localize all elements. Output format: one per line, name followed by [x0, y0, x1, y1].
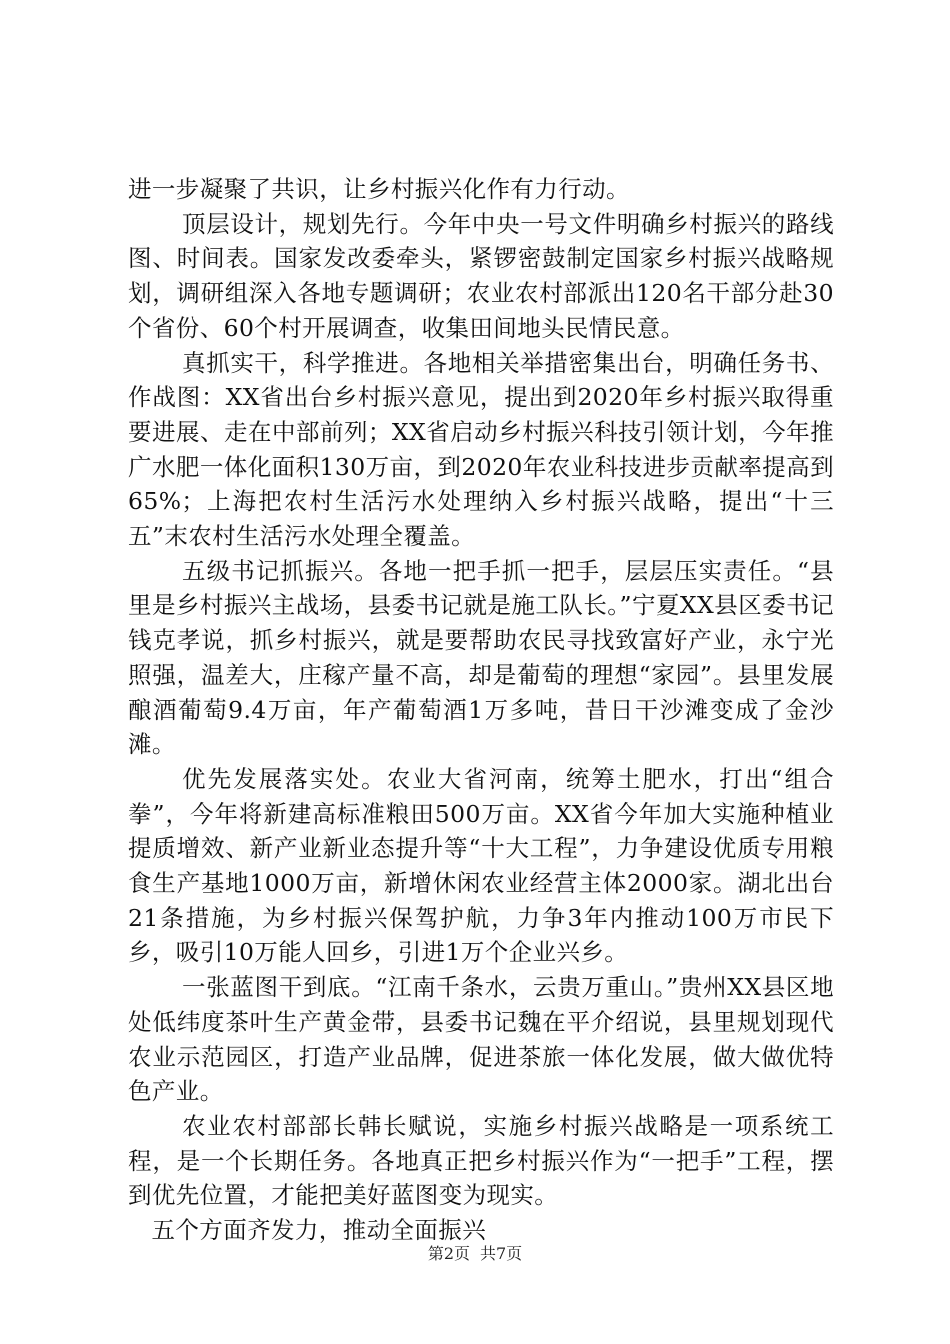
section-heading: 五个方面齐发力，推动全面振兴 [151, 1216, 487, 1245]
page-total: 共7页 [480, 1244, 523, 1263]
paragraph-minister-quote: 农业农村部部长韩长赋说，实施乡村振兴战略是一项系统工程，是一个长期任务。各地真正把乡村振兴作为“一把手”工程，摆到优先位置，才能把美好蓝图变为现实。 [128, 1111, 834, 1210]
paragraph-one-blueprint: 一张蓝图干到底。“江南千条水，云贵万重山。”贵州XX县区地处低纬度茶叶生产黄金带，县委书记魏在平介绍说，县里规划现代农业示范园区，打造产业品牌，促进茶旅一体化发展，做大做优特色产业。 [128, 973, 834, 1106]
paragraph-continued: 进一步凝聚了共识，让乡村振兴化作有力行动。 [128, 175, 630, 203]
paragraph-top-level-design: 顶层设计，规划先行。今年中央一号文件明确乡村振兴的路线图、时间表。国家发改委牵头，紧锣密鼓制定国家乡村振兴战略规划，调研组深入各地专题调研；农业农村部派出120名干部分赴30个省份、60个村开展调查，收集田间地头民情民意。 [128, 209, 834, 342]
document-body [128, 172, 834, 1248]
paragraph-five-level-secretaries: 五级书记抓振兴。各地一把手抓一把手，层层压实责任。“县里是乡村振兴主战场，县委书记就是施工队长。”宁夏XX县区委书记钱克孝说，抓乡村振兴，就是要帮助农民寻找致富好产业，永宁光照强，温差大，庄稼产量不高，却是葡萄的理想“家园”。县里发展酿酒葡萄9.4万亩，年产葡萄酒1万多吨，昔日干沙滩变成了金沙滩。 [128, 556, 834, 759]
page-number: 第2页 [427, 1244, 470, 1263]
paragraph-solid-work: 真抓实干，科学推进。各地相关举措密集出台，明确任务书、作战图：XX省出台乡村振兴意见，提出到2020年乡村振兴取得重要进展、走在中部前列；XX省启动乡村振兴科技引领计划，今年推广水肥一体化面积130万亩，到2020年农业科技进步贡献率提高到65%；上海把农村生活污水处理纳入乡村振兴战略，提出“十三五”末农村生活污水处理全覆盖。 [128, 348, 834, 551]
page-footer [0, 1244, 950, 1264]
paragraph-priority-development: 优先发展落实处。农业大省河南，统筹土肥水，打出“组合拳”，今年将新建高标准粮田500万亩。XX省今年加大实施种植业提质增效、新产业新业态提升等“十大工程”，力争建设优质专用粮食生产基地1000万亩，新增休闲农业经营主体2000家。湖北出台21条措施，为乡村振兴保驾护航，力争3年内推动100万市民下乡，吸引10万能人回乡，引进1万个企业兴乡。 [128, 764, 834, 967]
